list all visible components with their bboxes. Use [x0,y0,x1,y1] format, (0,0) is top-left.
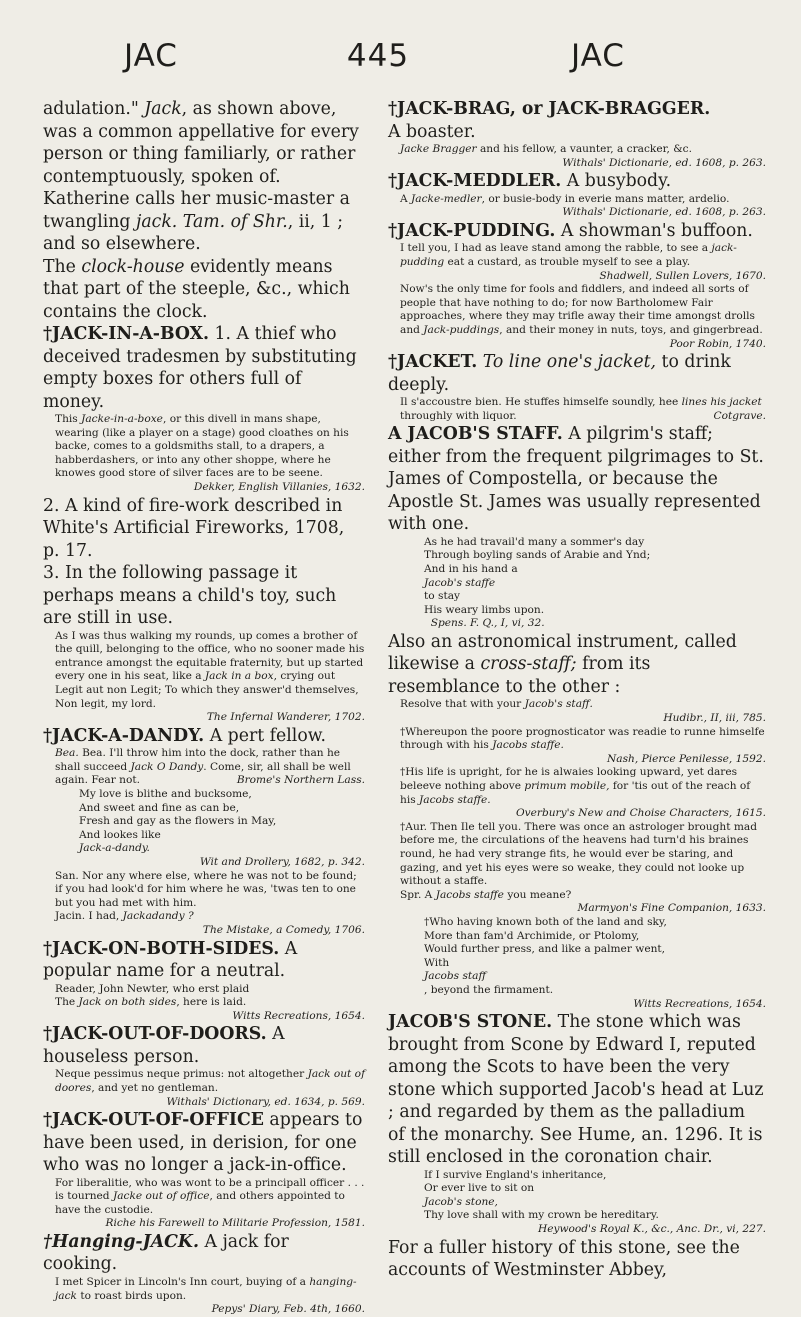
text-run: As I was thus walking my rounds, up comes a brother of the quill, belonging to the office, who no sooner made his entrance amongst the equitable fraternity, but up started every one in his seat, like a [55,629,365,683]
quotation [43,983,365,1010]
text-run: The [55,996,79,1009]
entry-jacobs-staff [388,423,766,536]
text-run: to drink deeply. [388,352,731,395]
text-run: A jack for cooking. [43,1231,289,1275]
citation: Witts Recreations, 1654. [633,997,766,1010]
text-run: And in his hand a [424,563,518,575]
text-run: Neque pessimus neque primus: not altogether [55,1068,308,1081]
text-run: †Who having known both of the land and sky, [424,915,667,928]
citation: Overbury's New and Choise Characters, 1615. [515,807,766,820]
text-run: †Whereupon the poore prognosticator was readie to runne himselfe through with his [400,725,765,752]
entry-jacket [388,351,766,396]
text-run: for 'tis out of the reach of his [400,780,751,806]
text-run: A houseless person. [43,1024,285,1067]
entry-jack-on-both-sides [43,938,365,983]
text-run: you meane? [503,888,572,901]
text-run: Jacobs staffe [435,888,504,901]
citation: Shadwell, Sullen Lovers, 1670. [599,269,766,282]
text-run: Spens. F. Q., I, vi, 32. [430,617,545,630]
text-run: Cotgrave. [713,409,766,422]
text-run: To line one's jacket, [477,352,657,373]
text-run: Jacobs staff [424,970,486,983]
text-run: , ii, 1 ; and so elsewhere. [43,211,344,254]
text-run: , crying out Legit aut non Legit; To which they answer'd themselves, Non legit, my lord. [55,670,359,710]
text-run: Jacke Bragger [400,143,477,155]
entry-jacobs-stone [388,1011,766,1169]
text-run: Jack-a-dandy. [79,842,150,855]
left-column [43,98,365,1317]
text-run: Jacobs staffe. [492,739,564,752]
quotation [43,630,365,712]
text-run: A boaster. [388,121,476,142]
text-run: I tell you, I had as leave stand among the rabble, to see a [400,242,712,255]
text-run: Fresh and gay as the flowers in May, [79,815,277,828]
text-run: cross-staff; [480,654,577,675]
text-run [424,957,766,998]
quotation: San. Nor any where else, where he was not to be found; if you had look'd for him where he was, 'twas ten to one but you had met with him. [55,869,357,909]
quotation [388,396,766,423]
citation: Heywood's Royal K., &c., Anc. Dr., vi, 227. [537,1223,766,1235]
entry-jack-a-dandy [43,725,365,748]
text-run: And sweet and fine as can be, [79,801,240,814]
citation: Wit and Drollery, 1682, p. 342. [199,855,365,868]
text-run: Jack O Dandy [130,760,204,773]
text-run: His weary limbs upon. [424,603,545,616]
quotation [388,726,766,753]
text-run: clock-house [81,256,185,277]
text-run: The [43,256,82,277]
text-run: A pilgrim's staff; either from the frequent pilgrimages to St. James of Compostella, or because the Apostle St. James was usually represented with one. [388,424,764,535]
quotation [43,1177,365,1218]
entry-jack-pudding [388,220,766,243]
text-run: adulation." [43,99,145,119]
text-run: from its resemblance to the other : [388,654,651,697]
headword: A JACOB'S STAFF. [388,424,563,445]
citation: Pepys' Diary, Feb. 4th, 1660. [211,1303,365,1316]
text-run: hanging-jack [55,1275,357,1302]
text-run [79,829,365,856]
text-run: Or ever live to sit on [424,1182,535,1195]
text-run: , here is laid. [176,996,247,1009]
citation: Riche his Farewell to Militarie Profession, 1581. [105,1217,365,1230]
text-run: Would further press, and like a palmer went, [424,943,666,956]
text-run: This [55,413,82,425]
text-run: Jack [144,99,182,119]
headword: †JACK-OUT-OF-OFFICE [43,1110,264,1131]
text-run: jack. Tam. of Shr. [135,211,288,232]
text-run: With [424,956,450,969]
text-run: throughly with liquor. [400,409,517,422]
text-run: Now's the only time for fools and fiddlers, and indeed all sorts of people that have nothing to do; for now Bartholomew Fair approaches, where they may trifle away their time amongst drolls and [400,283,755,336]
quotation [388,766,766,807]
text-run: Jackadandy ? [122,910,194,923]
verse-quotation [388,536,766,631]
definition: 2. A kind of fire-work described in White's Artificial Fireworks, 1708, p. 17. [43,495,345,561]
text-run: Spr. A [400,888,436,901]
text-run [424,1182,766,1209]
right-column [388,98,766,1282]
text-run: Resolve that with your [400,698,525,711]
entry-clock-house [43,256,365,324]
text-run: 1. A thief who deceived tradesmen by substituting empty boxes for others full of money. [43,324,357,412]
verse-quotation [43,788,365,856]
text-run: . Come, sir, all shall be well again. Fear not. [55,760,351,787]
text-run [424,563,766,604]
verse-quotation [388,916,766,998]
text-run: , and their money in nuts, toys, and gingerbread. [499,323,763,336]
text-run: Jacob's staffe [424,576,496,589]
text-run: A [400,192,412,205]
text-run: , or busie-body in everie mans matter, ardelio. [481,192,730,205]
text-run: evidently means that part of the steeple, &c., which contains the clock. [43,256,350,322]
text-run: lines his jacket [681,396,762,409]
text-run: Jack in a box [204,670,274,683]
text-run: to roast birds upon. [76,1289,187,1302]
citation: Witts Recreations, 1654. [232,1009,365,1022]
text-run: Il s'accoustre bien. He stuffes himselfe soundly, hee [400,396,682,409]
quotation [43,910,365,924]
text-run: Jacob's stone, [424,1195,498,1208]
text-run: Jacin. I had, [55,910,123,923]
text-run: Jacke-medler [411,192,482,205]
text-run: Jack on both sides [78,996,177,1009]
citation: The Infernal Wanderer, 1702. [206,711,365,724]
quotation [43,1068,365,1095]
text-run: eat a custard, as trouble myself to see a play. [444,255,691,268]
citation: The Mistake, a Comedy, 1706. [202,923,365,936]
quotation [43,413,365,481]
entry-hanging-jack [43,1231,365,1276]
citation: Dekker, English Villanies, 1632. [193,480,365,493]
headword: †JACK-MEDDLER. [388,171,562,192]
text-run: A busybody. [561,171,672,192]
text-run: Bea. I'll throw him into the dock, rather than he shall succeed [55,747,341,773]
text-run: And lookes like [79,828,161,841]
text-run: Brome's Northern Lass. [236,774,365,787]
headword: †JACK-OUT-OF-DOORS. [43,1024,267,1045]
header-left-guideword: JAC [124,38,178,74]
citation: Nash, Pierce Penilesse, 1592. [607,752,766,765]
text-run: The stone which was brought from Scone by Edward I, reputed among the Scots to have been the very stone which supported Jacob's head at Luz ; and regarded by them as the palladium of the monarchy. See Hume, an. 1296. It is still enclosed in the coronation chair. [388,1012,764,1168]
header-right-guideword: JAC [571,38,625,74]
citation: Withals' Dictionary, ed. 1634, p. 569. [166,1095,365,1108]
text-run: and his fellow, a vaunter, a cracker, &c. [476,143,692,155]
citation: Withals' Dictionarie, ed. 1608, p. 263. [562,156,766,169]
text-run: If I survive England's inheritance, [424,1168,607,1181]
headword: †JACKET. [388,352,478,373]
headword: †JACK-BRAG, or JACK-BRAGGER. [388,99,711,119]
quotation [43,1276,365,1303]
text-run: More than fam'd Archimide, or Ptolomy, [424,929,640,942]
entry-jack-out-of-office [43,1109,365,1177]
citation: Withals' Dictionarie, ed. 1608, p. 263. [562,206,766,219]
text-run: Jacobs staffe. [419,793,491,806]
page-number: 445 [346,38,410,74]
text-run: My love is blithe and bucksome, [79,788,252,800]
text-run: , beyond the firmament. [424,983,554,996]
quotation [388,242,766,269]
text-run: Jack-puddings [423,323,500,336]
text-run: , or this divell in mans shape, wearing (like a player on a stage) good cloathes on his backe, comes to a goldsmiths stall, to a drapers, a habberdashers, or into any other shoppe, where he knowes good store of silver faces are to be seene. [55,413,349,480]
text-run: , and others appointed to have the custodie. [55,1190,345,1216]
headword: †JACK-A-DANDY. [43,725,205,746]
headword: †JACK-PUDDING. [388,220,556,241]
text-run: Jacke out of office [112,1190,210,1203]
text-run: Jacob's staff. [524,698,593,711]
text-run: As he had travail'd many a sommer's day [424,535,645,548]
quotation [388,821,766,903]
page-header [0,38,801,78]
text-run: Reader, John Newter, who erst plaid [55,982,250,995]
quotation [388,143,766,157]
quotation [388,698,766,712]
text-run: Thy love shall with my crown be hereditary. [424,1209,659,1222]
headword: †Hanging-JACK. [43,1231,199,1252]
definition [388,631,766,699]
text-run: primum mobile, [524,780,610,793]
text-run: †Aur. Then Ile tell you. There was once an astrologer brought mad before me, the circulations of the heavens had turn'd his braines round, he had very strange fits, he would ever be staring, and gazing, and yet his eyes were so weake, they could not looke up without a staffe. [400,820,757,888]
text-run: Also an astronomical instrument, called likewise a [388,631,737,675]
quotation [388,283,766,337]
citation: Marmyon's Fine Companion, 1633. [577,902,766,915]
entry-intro [43,98,365,256]
text-run [424,604,766,631]
text-run: Jacke-in-a-boxe [81,413,163,425]
headword: JACOB'S STONE. [388,1012,553,1033]
citation: Hudibr., II, iii, 785. [663,712,766,725]
text-run: †His life is upright, for he is alwaies looking upward, yet dares beleeve nothing above [400,766,738,793]
text-run: Through boyling sands of Arabie and Ynd; [424,549,651,562]
entry-jack-out-of-doors [43,1023,365,1068]
citation: Poor Robin, 1740. [669,337,766,350]
text-run: Jack out of doores [55,1068,365,1094]
quotation [43,747,365,788]
text-run: A showman's buffoon. [555,220,753,241]
definition: For a fuller history of this stone, see the accounts of Westminster Abbey, [388,1237,740,1281]
quotation [388,193,766,207]
text-run: , as shown above, was a common appellative for every person or thing familiarly, or rather contemptuously, spoken of. Katherine calls her music-master a twangling [43,99,359,232]
text-run: to stay [424,590,460,603]
definition: 3. In the following passage it perhaps means a child's toy, such are still in use. [43,563,337,629]
text-run: I met Spicer in Lincoln's Inn court, buying of a [55,1275,310,1288]
text-run: , and yet no gentleman. [91,1081,219,1094]
entry-jack-in-a-box [43,323,365,413]
headword: †JACK-IN-A-BOX. [43,324,210,344]
text-run: A popular name for a neutral. [43,938,298,982]
headword: †JACK-ON-BOTH-SIDES. [43,938,280,959]
text-run: A pert fellow. [204,725,326,746]
entry-jack-brag [388,98,766,143]
text-run: appears to have been used, in derision, for one who was no longer a jack-in-office. [43,1110,363,1176]
text-run: For liberalitie, who was wont to be a principall officer . . . is tourned [55,1176,365,1203]
entry-jack-meddler [388,170,766,193]
verse-quotation [388,1169,766,1223]
text-run: Bea. [55,747,79,760]
text-run: jack-pudding [400,242,737,268]
